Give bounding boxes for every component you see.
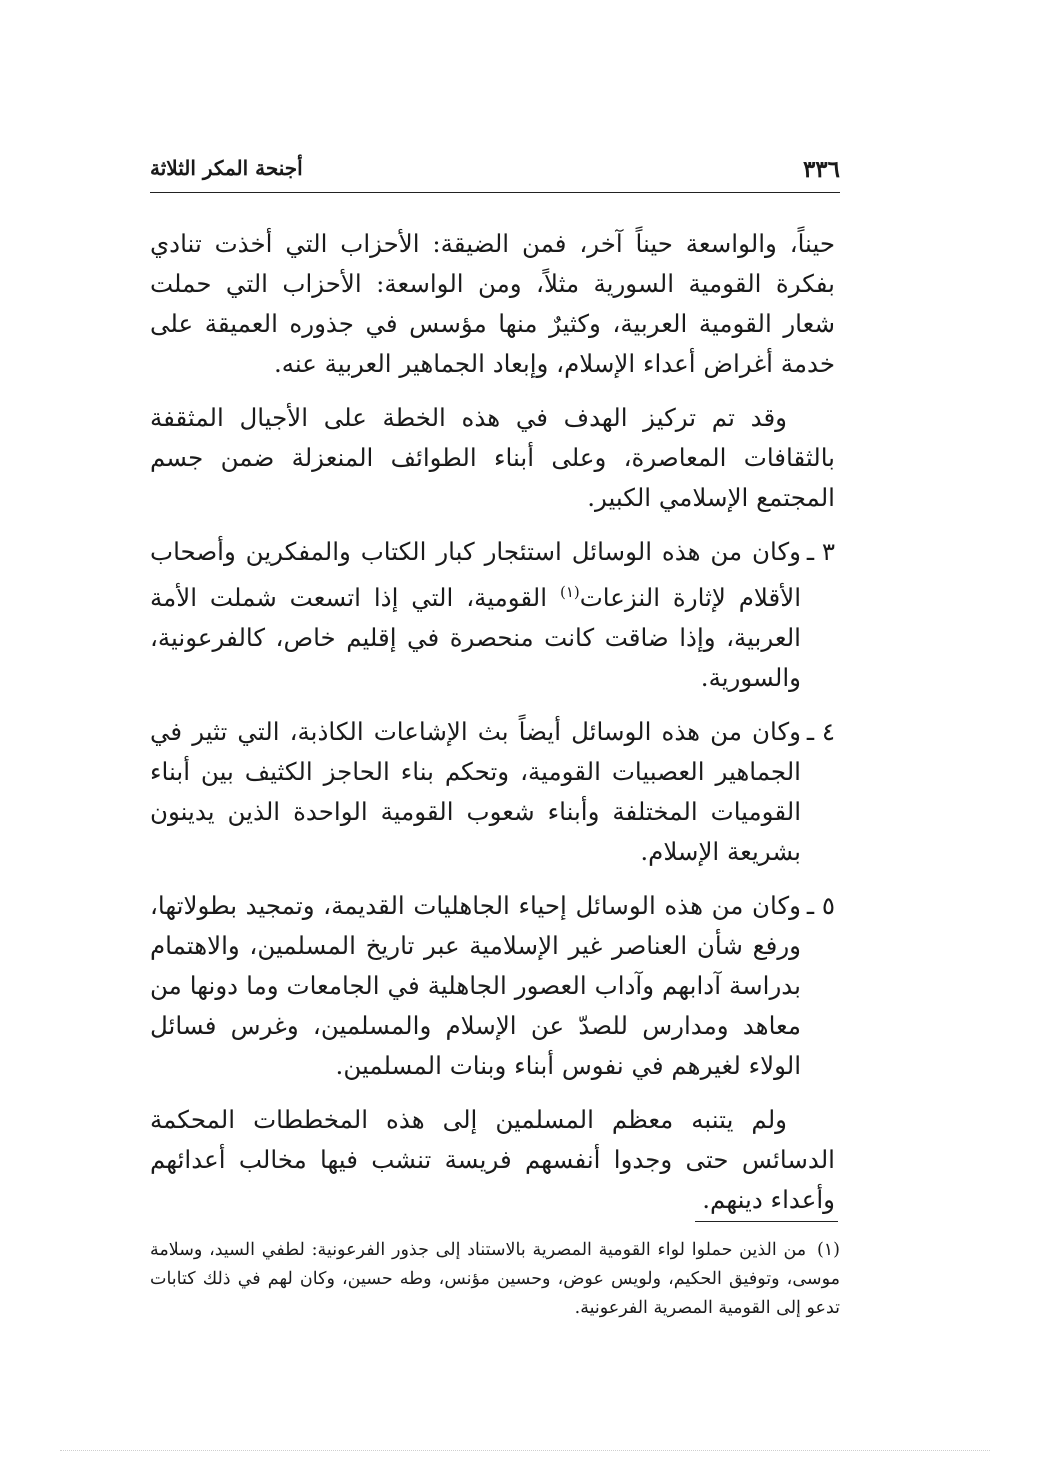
list-text-continued: القومية، التي إذا اتسعت شملت الأمة العربية، وإذا ضاقت كانت منحصرة في إقليم خاص، كالفرعونية، والسورية.	[150, 583, 801, 693]
body-text	[150, 224, 835, 1234]
paragraph-continued: حيناً، والواسعة حيناً آخر، فمن الضيقة: الأحزاب التي أخذت تنادي بفكرة القومية السورية مثلاً، ومن الواسعة: الأحزاب التي حملت شعار القومية العربية، وكثيرٌ منها مؤسس في جذوره العميقة على خدمة أغراض أعداء الإسلام، وإبعاد الجماهير العربية عنه.	[150, 229, 835, 378]
footnote-reference[interactable]: (١)	[559, 583, 580, 601]
running-title: أجنحة المكر الثلاثة	[150, 156, 303, 180]
page-number: ٣٣٦	[802, 156, 840, 183]
footnote-mark: (١)	[816, 1240, 840, 1260]
list-item-4	[150, 712, 835, 872]
list-item-3	[150, 532, 835, 698]
list-text: وكان من هذه الوسائل إحياء الجاهليات القديمة، وتمجيد بطولاتها، ورفع شأن العناصر غير الإسلامية عبر تاريخ المسلمين، والاهتمام بدراسة آدابهم وآداب العصور الجاهلية في الجامعات وما دونها من معاهد ومدارس للصدّ عن الإسلام والمسلمين، وغرس فسائل الولاء لغيرهم في نفوس أبناء وبنات المسلمين.	[150, 891, 801, 1081]
list-text: وكان من هذه الوسائل أيضاً بث الإشاعات الكاذبة، التي تثير في الجماهير العصبيات القومية، وتحكم بناء الحاجز الكثيف بين أبناء القوميات المختلفة وأبناء شعوب القومية الواحدة الذين يدينون بشريعة الإسلام.	[150, 717, 801, 867]
list-number: ٤ ـ	[806, 717, 835, 747]
list-text: وكان من هذه الوسائل استئجار كبار الكتاب والمفكرين وأصحاب الأقلام لإثارة النزعات	[150, 537, 801, 613]
list-number: ٥ ـ	[806, 891, 835, 921]
page-header	[150, 156, 840, 188]
footnote	[150, 1236, 840, 1323]
header-rule	[150, 192, 840, 193]
list-item-5	[150, 886, 835, 1086]
scan-bottom-edge	[60, 1450, 990, 1451]
paragraph: وقد تم تركيز الهدف في هذه الخطة على الأجيال المثقفة بالثقافات المعاصرة، وعلى أبناء الطوائف المنعزلة ضمن جسم المجتمع الإسلامي الكبير.	[150, 403, 835, 512]
closing-paragraph: ولم يتنبه معظم المسلمين إلى هذه المخططات المحكمة الدسائس حتى وجدوا أنفسهم فريسة تنشب فيها مخالب أعدائهم وأعداء دينهم.	[150, 1105, 835, 1215]
footnote-text: من الذين حملوا لواء القومية المصرية بالاستناد إلى جذور الفرعونية: لطفي السيد، وسلامة موسى، وتوفيق الحكيم، ولويس عوض، وحسين مؤنس، وطه حسين، وكان لهم في ذلك كتابات تدعو إلى القومية المصرية الفرعونية.	[150, 1240, 840, 1318]
list-number: ٣ ـ	[806, 537, 835, 566]
footnote-rule	[695, 1221, 838, 1222]
